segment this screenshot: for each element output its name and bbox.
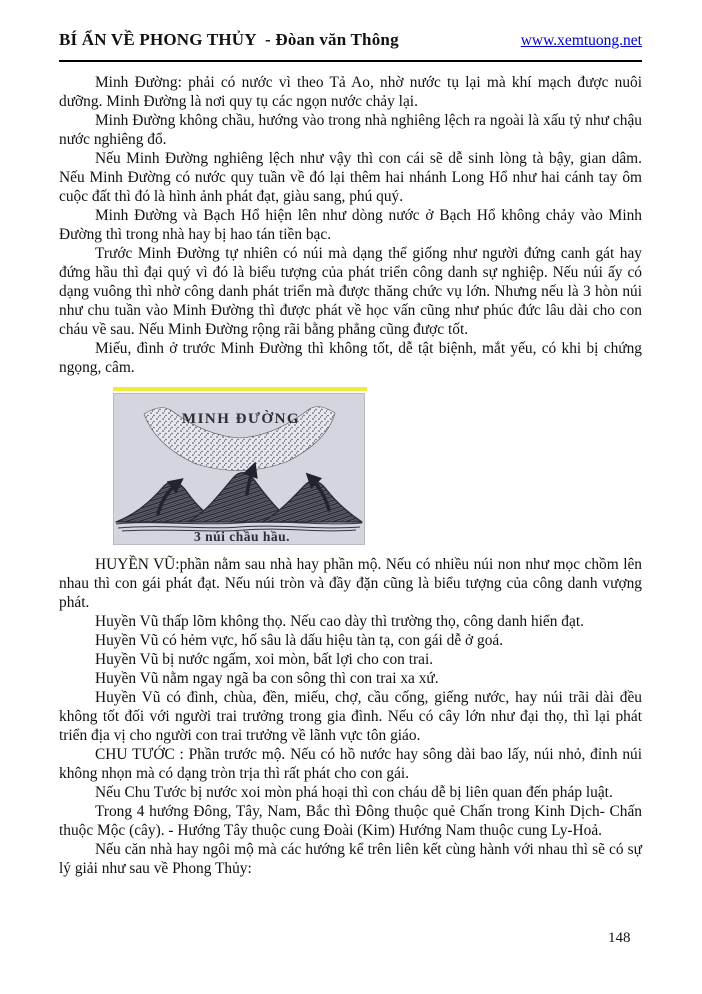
paragraph: CHU TƯỚC : Phần trước mộ. Nếu có hồ nước hay sông dài bao lấy, núi nhỏ, đỉnh núi không nhọn mà có dạng tròn trịa thì rất phát cho con gái. [59, 746, 642, 782]
figure-image [113, 393, 365, 545]
document-body [59, 73, 642, 878]
mountains-illustration [114, 394, 364, 544]
paragraph: Minh Đường: phải có nước vì theo Tả Ao, nhờ nước tụ lại mà khí mạch được nuôi dưỡng. Minh Đường là nơi quy tụ các ngọn nước chảy lại. [59, 74, 642, 110]
paragraph: Miếu, đình ở trước Minh Đường thì không tốt, dễ tật biệnh, mắt yếu, có khi bị chứng ngọng, câm. [59, 340, 642, 376]
paragraph: Minh Đường không chầu, hướng vào trong nhà nghiêng lệch ra ngoài là xấu tỷ như chậu nước nghiêng đổ. [59, 112, 642, 148]
paragraph: Nếu Chu Tước bị nước xoi mòn phá hoại thì con cháu dễ bị liên quan đến pháp luật. [95, 784, 613, 801]
paragraph: Minh Đường và Bạch Hổ hiện lên như dòng nước ở Bạch Hổ không chảy vào Minh Đường thì trong nhà hay bị hao tán tiền bạc. [59, 207, 642, 243]
paragraph: Nếu Minh Đường nghiêng lệch như vậy thì con cái sẽ dễ sinh lòng tà bậy, gian dâm. Nếu Minh Đường có nước quy tuần về đó lại thêm hai nhánh Long Hổ như hai cánh tay ôm cuộc đất thì đó là hình ảnh phát đạt, giàu sang, phú quý. [59, 150, 642, 205]
paragraph: Nếu căn nhà hay ngôi mộ mà các hướng kể trên liên kết cùng hành với nhau thì sẽ có sự lý giải như sau về Phong Thủy: [59, 841, 642, 877]
paragraph: Huyền Vũ nằm ngay ngã ba con sông thì con trai xa xứ. [95, 670, 439, 687]
paragraph: Huyền Vũ bị nước ngấm, xoi mòn, bất lợi cho con trai. [95, 651, 434, 668]
paragraph: Huyền Vũ thấp lõm không thọ. Nếu cao dày thì trường thọ, công danh hiển đạt. [95, 613, 584, 630]
highlight-mark [113, 387, 367, 391]
paragraph: Trong 4 hướng Đông, Tây, Nam, Bắc thì Đông thuộc quẻ Chấn trong Kinh Dịch- Chấn thuộc Mộc (cây). - Hướng Tây thuộc cung Đoài (Kim) Hướng Nam thuộc cung Ly-Hoả. [59, 803, 642, 839]
book-title: BÍ ẨN VỀ PHONG THỦY - Đòan văn Thông [59, 30, 399, 49]
paragraph: Trước Minh Đường tự nhiên có núi mà dạng thể giống như người đứng canh gát hay đứng hầu thì đại quý vì đó là biểu tượng của phát triển công danh sự nghiệp. Nếu núi ấy có dạng vuông thì nhờ công danh phát triển mà được thăng chức vụ lớn. Nhưng nếu là 3 hòn núi như chu tuần vào Minh Đường thì được phát về học vấn cũng như phúc đức lâu dài cho con cháu về sau. Nếu Minh Đường rộng rãi bằng phẳng cũng được tốt. [59, 245, 642, 338]
page-header [59, 30, 642, 50]
paragraph: Huyền Vũ có hẻm vực, hố sâu là dấu hiệu tàn tạ, con gái dễ ở goá. [95, 632, 504, 649]
paragraph: HUYỀN VŨ:phần nằm sau nhà hay phần mộ. Nếu có nhiều núi non như mọc chồm lên nhau thì con gái phát đạt. Nếu núi tròn và đầy đặn cũng là biểu tượng của công danh vượng phát. [59, 556, 642, 611]
site-link[interactable]: www.xemtuong.net [520, 32, 642, 49]
page-number: 148 [608, 930, 631, 946]
paragraph: Huyền Vũ có đình, chùa, đền, miếu, chợ, cầu cống, giếng nước, hay núi trãi dài đều không tốt đối với người trai trưởng trong gia đình. Nếu có cây lớn như đại thọ, thì lại phát triển địa vị cho người con trai trưởng về lãnh vực tôn giáo. [59, 689, 642, 744]
header-rule [59, 60, 642, 62]
minh-duong-label: MINH ĐƯỜNG [181, 411, 301, 427]
figure-caption: 3 núi chầu hầu. [193, 529, 291, 544]
figure-minh-duong [113, 387, 365, 545]
